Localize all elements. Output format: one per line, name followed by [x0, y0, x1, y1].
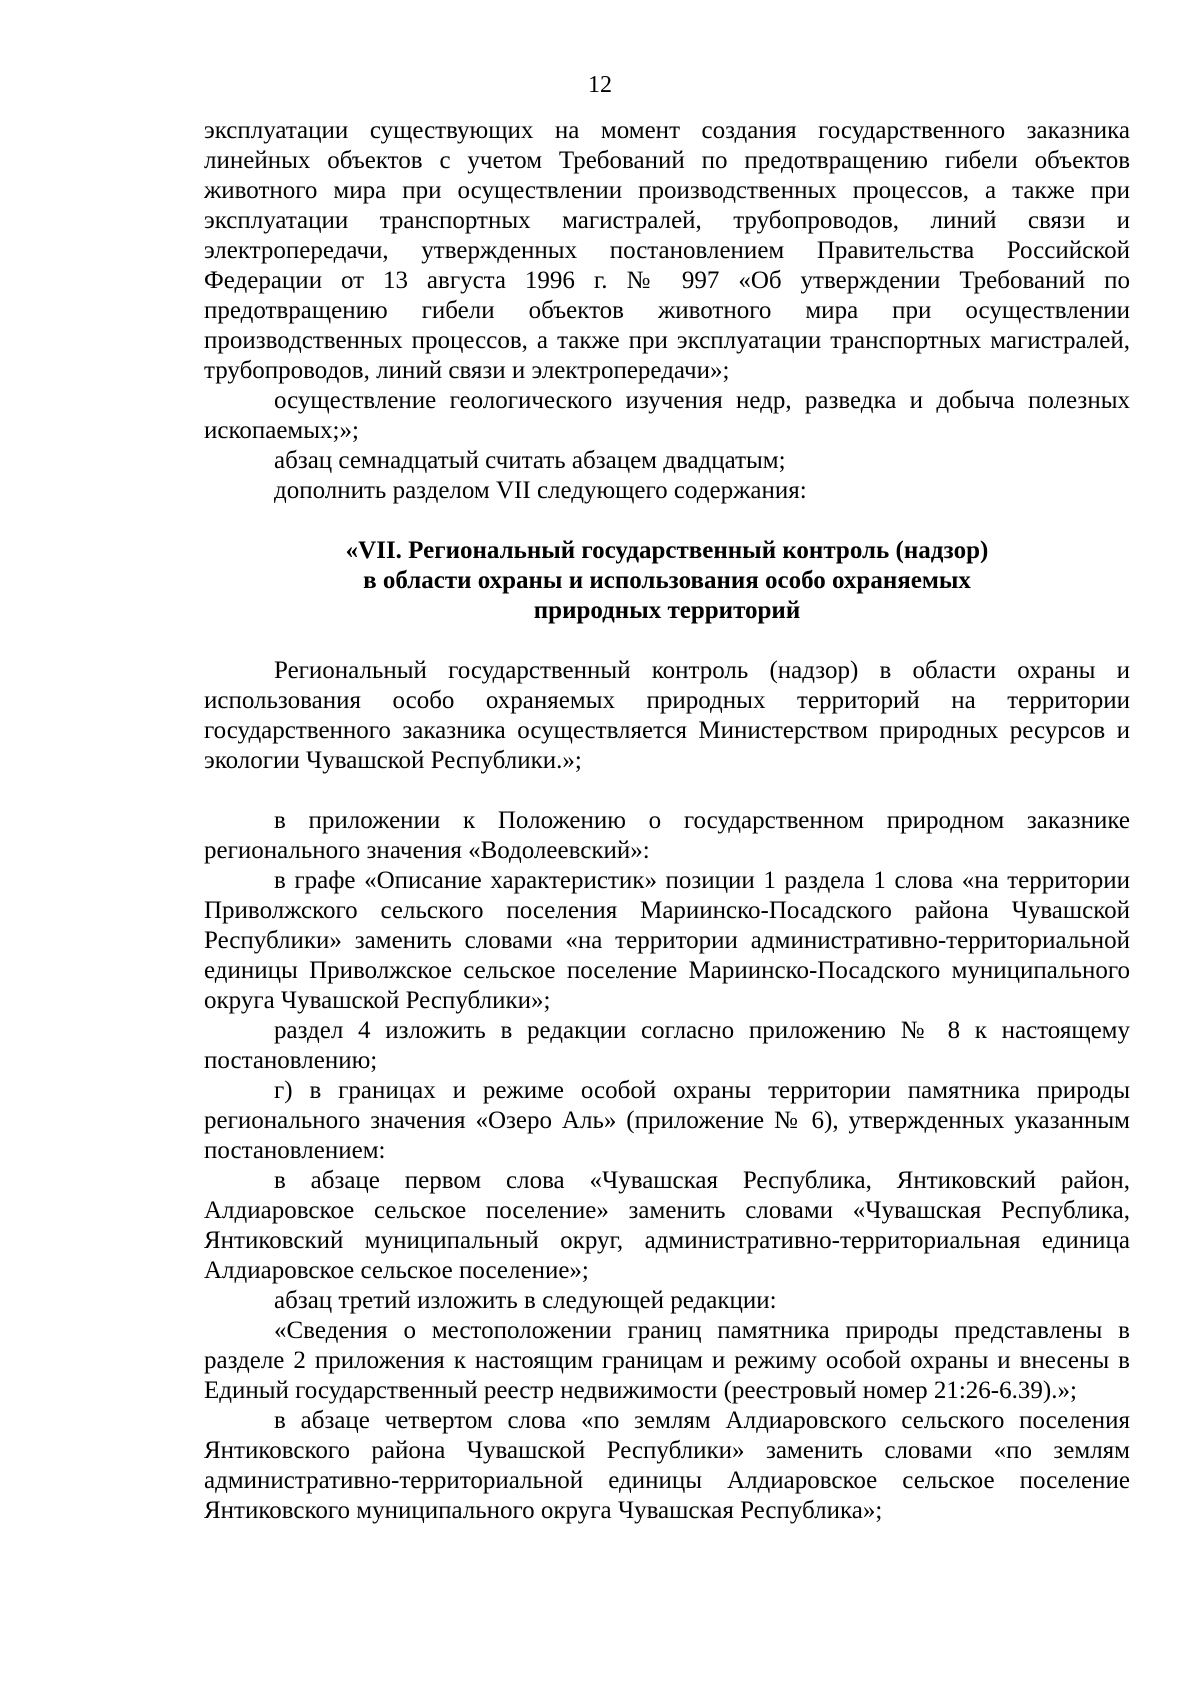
paragraph-description-column: в графе «Описание характеристик» позиции 1 раздела 1 слова «на территории Приволжского сельского поселения Мариинско-Посадского района Чувашской Республики» заменить словами «на территории административно-территориальной единицы Приволжское сельское поселение Мариинско-Посадского муниципального округа Чувашской Республики»; — [204, 867, 1130, 1014]
paragraph-boundaries-info: «Сведения о местоположении границ памятника природы представлены в разделе 2 приложения к настоящим границам и режиму особой охраны и внесены в Единый государственный реестр недвижимости (реестровый номер 21:26-6.39).»; — [204, 1317, 1130, 1404]
paragraph-section-4: раздел 4 изложить в редакции согласно приложению № 8 к настоящему постановлению; — [204, 1017, 1130, 1074]
paragraph-renumber: абзац семнадцатый считать абзацем двадцатым; — [274, 447, 786, 474]
document-body — [204, 116, 1130, 1526]
paragraph-third-abzac: абзац третий изложить в следующей редакции: — [274, 1287, 777, 1314]
section-heading-line: в области охраны и использования особо охраняемых — [363, 567, 971, 594]
paragraph-continuation: эксплуатации существующих на момент создания государственного заказника линейных объектов с учетом Требований по предотвращению гибели объектов животного мира при осуществлении производственных процессов, а также при эксплуатации транспортных магистралей, трубопроводов, линий связи и электропередачи, утвержденных постановлением Правительства Российской Федерации от 13 августа 1996 г. № 997 «Об утверждении Требований по предотвращению гибели объектов животного мира при осуществлении производственных процессов, а также при эксплуатации транспортных магистралей, трубопроводов, линий связи и электропередачи»; — [204, 117, 1130, 384]
section-paragraph: Региональный государственный контроль (надзор) в области охраны и использования особо охраняемых природных территорий на территории государственного заказника осуществляется Министерством природных ресурсов и экологии Чувашской Республики.»; — [204, 657, 1130, 774]
section-heading-line: природных территорий — [533, 597, 801, 624]
paragraph-fourth-abzac: в абзаце четвертом слова «по землям Алдиаровского сельского поселения Янтиковского района Чувашской Республики» заменить словами «по землям административно-территориальной единицы Алдиаровское сельское поселение Янтиковского муниципального округа Чувашская Республика»; — [204, 1407, 1130, 1524]
paragraph-item-g: г) в границах и режиме особой охраны территории памятника природы регионального значения «Озеро Аль» (приложение № 6), утвержденных указанным постановлением: — [204, 1077, 1130, 1164]
paragraph-appendix: в приложении к Положению о государственном природном заказнике регионального значения «Водолеевский»: — [204, 807, 1130, 864]
paragraph-first-abzac: в абзаце первом слова «Чувашская Республика, Янтиковский район, Алдиаровское сельское поселение» заменить словами «Чувашская Республика, Янтиковский муниципальный округ, административно-территориальная единица Алдиаровское сельское поселение»; — [204, 1167, 1130, 1284]
paragraph-geology: осуществление геологического изучения недр, разведка и добыча полезных ископаемых;»; — [204, 387, 1130, 444]
section-heading — [204, 536, 1130, 626]
spacer — [204, 776, 1130, 806]
section-heading-line: «VII. Региональный государственный контроль (надзор) — [345, 537, 989, 564]
paragraph-add-section: дополнить разделом VII следующего содержания: — [274, 477, 807, 504]
page-number: 12 — [588, 72, 612, 98]
